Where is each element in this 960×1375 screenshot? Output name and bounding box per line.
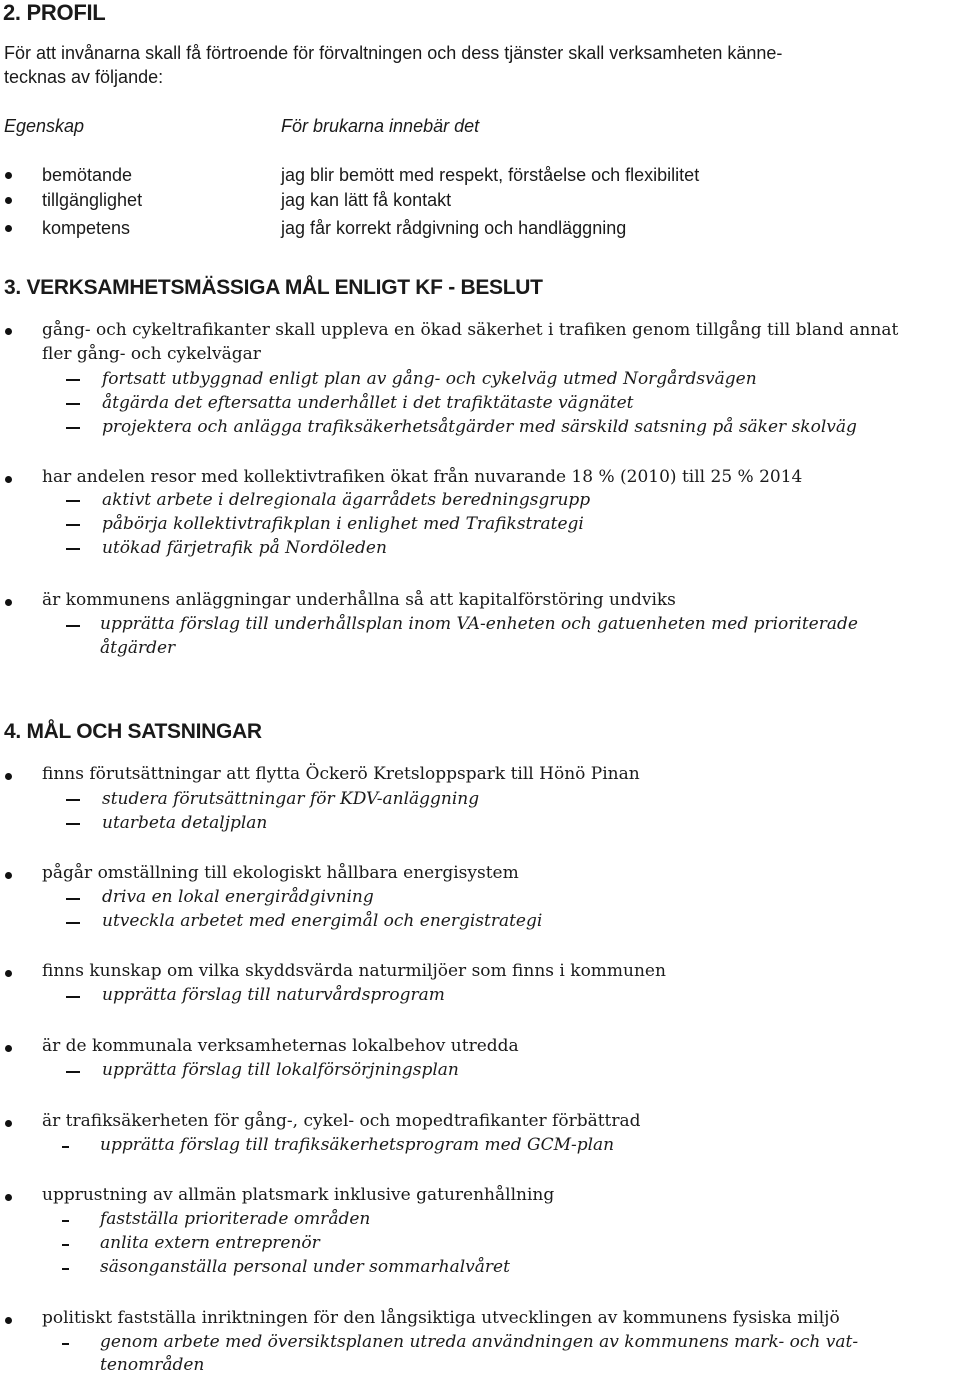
bullet-icon bbox=[5, 476, 12, 483]
action-item: aktivt arbete i delregionala ägarrådets beredningsgrupp bbox=[102, 490, 591, 510]
bullet-icon bbox=[5, 172, 12, 179]
dash-icon bbox=[66, 922, 80, 924]
action-item: åtgärda det eftersatta underhållet i det trafiktätaste vägnätet bbox=[102, 393, 634, 413]
profil-intro-line-1: För att invånarna skall få förtroende för förvaltningen och dess tjänster skall verksamheten känne- bbox=[4, 43, 783, 63]
action-item-continued: tenområden bbox=[100, 1355, 205, 1375]
property-label: kompetens bbox=[42, 218, 131, 238]
bullet-icon bbox=[5, 872, 12, 879]
bullet-icon bbox=[5, 1194, 12, 1201]
hyphen-icon bbox=[62, 1268, 69, 1270]
goal-text: är trafiksäkerheten för gång-, cykel- och mopedtrafikanter förbättrad bbox=[42, 1111, 641, 1131]
goal-text: pågår omställning till ekologiskt hållbara energisystem bbox=[42, 863, 519, 883]
action-item: fortsatt utbyggnad enligt plan av gång- och cykelväg utmed Norgårdsvägen bbox=[102, 369, 757, 389]
dash-icon bbox=[66, 823, 80, 825]
dash-icon bbox=[66, 548, 80, 550]
hyphen-icon bbox=[62, 1220, 69, 1222]
action-item: fastställa prioriterade områden bbox=[100, 1209, 371, 1229]
property-meaning: jag kan lätt få kontakt bbox=[281, 190, 452, 210]
column-header-property: Egenskap bbox=[4, 116, 85, 136]
hyphen-icon bbox=[62, 1146, 69, 1148]
goal-text: upprustning av allmän platsmark inklusive gaturenhållning bbox=[42, 1185, 555, 1205]
dash-icon bbox=[66, 524, 80, 526]
bullet-icon bbox=[5, 225, 12, 232]
dash-icon bbox=[66, 1071, 80, 1073]
property-label: tillgänglighet bbox=[42, 190, 143, 210]
action-item: driva en lokal energirådgivning bbox=[102, 887, 374, 907]
action-item: upprätta förslag till underhållsplan inom VA-enheten och gatuenheten med prioriterade bbox=[100, 614, 858, 634]
goal-text: finns förutsättningar att flytta Öckerö Kretsloppspark till Hönö Pinan bbox=[42, 764, 640, 784]
action-item: säsonganställa personal under sommarhalvåret bbox=[100, 1257, 510, 1277]
dash-icon bbox=[66, 500, 80, 502]
action-item: upprätta förslag till lokalförsörjningsplan bbox=[102, 1060, 459, 1080]
action-item-continued: åtgärder bbox=[100, 638, 176, 658]
bullet-icon bbox=[5, 1045, 12, 1052]
goal-text: finns kunskap om vilka skyddsvärda naturmiljöer som finns i kommunen bbox=[42, 961, 666, 981]
bullet-icon bbox=[5, 970, 12, 977]
action-item: projektera och anlägga trafiksäkerhetsåtgärder med särskild satsning på säker skolväg bbox=[102, 417, 857, 437]
bullet-icon bbox=[5, 599, 12, 606]
dash-icon bbox=[66, 898, 80, 900]
action-item: studera förutsättningar för KDV-anläggning bbox=[102, 789, 480, 809]
action-item: anlita extern entreprenör bbox=[100, 1233, 320, 1253]
dash-icon bbox=[66, 427, 80, 429]
profil-intro-line-2: tecknas av följande: bbox=[4, 67, 164, 87]
property-label: bemötande bbox=[42, 165, 133, 185]
section-4-heading: 4. MÅL OCH SATSNINGAR bbox=[4, 720, 262, 743]
action-item: utökad färjetrafik på Nordöleden bbox=[102, 538, 387, 558]
section-3-heading: 3. VERKSAMHETSMÄSSIGA MÅL ENLIGT KF - BESLUT bbox=[4, 276, 543, 299]
goal-text: politiskt fastställa inriktningen för den långsiktiga utvecklingen av kommunens fysiska miljö bbox=[42, 1308, 840, 1328]
goal-text: har andelen resor med kollektivtrafiken ökat från nuvarande 18 % (2010) till 25 % 2014 bbox=[42, 467, 803, 487]
action-item: utarbeta detaljplan bbox=[102, 813, 268, 833]
action-item: utveckla arbetet med energimål och energistrategi bbox=[102, 911, 543, 931]
column-header-meaning: För brukarna innebär det bbox=[281, 116, 480, 136]
section-2-heading: 2. PROFIL bbox=[3, 0, 106, 25]
action-item: upprätta förslag till trafiksäkerhetsprogram med GCM-plan bbox=[100, 1135, 615, 1155]
bullet-icon bbox=[5, 197, 12, 204]
bullet-icon bbox=[5, 773, 12, 780]
action-item: genom arbete med översiktsplanen utreda användningen av kommunens mark- och vat- bbox=[100, 1332, 859, 1352]
goal-text: är de kommunala verksamheternas lokalbehov utredda bbox=[42, 1036, 519, 1056]
goal-text: är kommunens anläggningar underhållna så att kapitalförstöring undviks bbox=[42, 590, 676, 610]
dash-icon bbox=[66, 799, 80, 801]
action-item: upprätta förslag till naturvårdsprogram bbox=[102, 985, 445, 1005]
bullet-icon bbox=[5, 1120, 12, 1127]
dash-icon bbox=[66, 379, 80, 381]
bullet-icon bbox=[5, 1317, 12, 1324]
property-meaning: jag blir bemött med respekt, förståelse och flexibilitet bbox=[281, 165, 700, 185]
property-meaning: jag får korrekt rådgivning och handläggning bbox=[281, 218, 627, 238]
goal-text-continued: fler gång- och cykelvägar bbox=[42, 344, 261, 364]
action-item: påbörja kollektivtrafikplan i enlighet med Trafikstrategi bbox=[102, 514, 584, 534]
dash-icon bbox=[66, 403, 80, 405]
dash-icon bbox=[66, 625, 80, 627]
goal-text: gång- och cykeltrafikanter skall uppleva en ökad säkerhet i trafiken genom tillgång till bland annat bbox=[42, 320, 899, 340]
dash-icon bbox=[66, 996, 80, 998]
hyphen-icon bbox=[62, 1244, 69, 1246]
bullet-icon bbox=[5, 328, 12, 335]
hyphen-icon bbox=[62, 1343, 69, 1345]
